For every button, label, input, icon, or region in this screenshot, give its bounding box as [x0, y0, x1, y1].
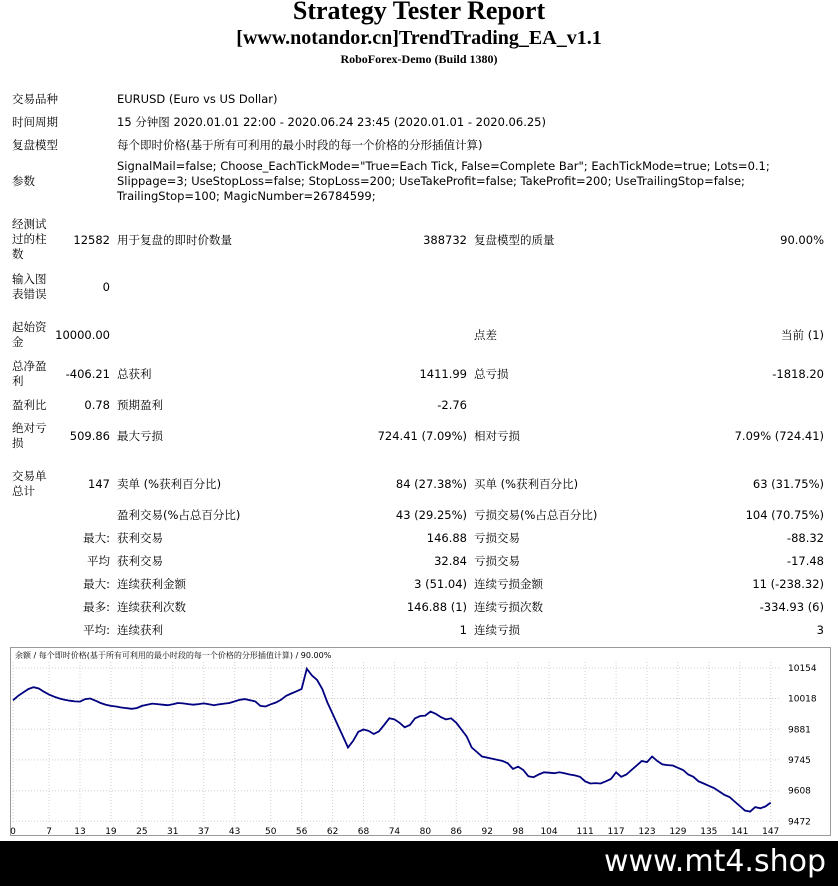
total-trades-label: 交易单总计: [12, 469, 47, 498]
spread-value: 当前 (1): [781, 328, 824, 342]
largest-loss-value: -88.32: [786, 531, 824, 545]
profit-factor-label: 盈利比: [12, 398, 47, 412]
max-cons-wins-label: 连续获利金额: [117, 577, 186, 591]
average-profit-label: 获利交易: [117, 554, 163, 568]
y-tick-label: 10018: [788, 694, 817, 705]
rel-drawdown-label: 相对亏损: [474, 429, 520, 443]
long-positions-label: 买单 (%获利百分比): [474, 477, 579, 491]
y-tick-label: 9881: [788, 725, 811, 736]
bars-label: 经测试过的柱数: [12, 217, 47, 261]
max-drawdown-label: 最大亏损: [117, 429, 163, 443]
x-tick-label: 129: [669, 827, 687, 837]
avg-cons-losses-value: 3: [816, 623, 824, 637]
x-tick-label: 37: [197, 827, 210, 837]
abs-drawdown-value: 509.86: [69, 429, 110, 443]
maximal-cons-loss-label: 连续亏损次数: [474, 600, 543, 614]
symbol-label: 交易品种: [12, 92, 58, 106]
x-tick-label: 31: [167, 827, 179, 837]
avg-cons-losses-label: 连续亏损: [474, 623, 520, 637]
x-tick-label: 74: [388, 827, 401, 837]
largest-profit-label: 获利交易: [117, 531, 163, 545]
x-tick-label: 50: [264, 827, 277, 837]
expected-payoff-value: -2.76: [437, 398, 467, 412]
x-tick-label: 56: [295, 827, 308, 837]
x-tick-label: 13: [74, 827, 86, 837]
spread-label: 点差: [474, 328, 497, 342]
gross-profit-value: 1411.99: [419, 367, 467, 381]
period-label: 时间周期: [12, 115, 58, 129]
x-tick-label: 86: [450, 827, 463, 837]
gross-loss-label: 总亏损: [474, 367, 509, 381]
x-tick-label: 43: [228, 827, 241, 837]
largest-label: 最大:: [83, 531, 110, 545]
maximal-label: 最多:: [83, 600, 110, 614]
profit-trades-value: 43 (29.25%): [395, 508, 467, 522]
max-cons-wins-value: 3 (51.04): [414, 577, 467, 591]
watermark-bar: [0, 841, 838, 886]
quality-value: 90.00%: [780, 233, 824, 247]
report-title: Strategy Tester Report: [292, 0, 546, 25]
balance-chart-svg: [11, 648, 830, 835]
deposit-label: 起始资金: [12, 320, 47, 349]
x-tick-label: 111: [576, 827, 594, 837]
params-value: SignalMail=false; Choose_EachTickMode="True=Each Tick, False=Complete Bar"; EachTickMode=true; Lots=0.1; Slippage=3; UseStopLoss=false; StopLoss=200; UseTakeProfit=false; TakeProfit=200; UseTrailingStop=false; TrailingStop=100; MagicNumber=26784599;: [117, 159, 770, 203]
average-label: 平均: [87, 554, 110, 568]
average-consecutive-label: 平均:: [83, 623, 110, 637]
params-label: 参数: [12, 174, 35, 188]
x-tick-label: 141: [731, 827, 749, 837]
quality-label: 复盘模型的质量: [474, 233, 555, 247]
total-trades-value: 147: [88, 477, 110, 491]
short-positions-value: 84 (27.38%): [395, 477, 467, 491]
profit-trades-label: 盈利交易(%占总百分比): [117, 508, 241, 522]
model-label: 复盘模型: [12, 138, 58, 152]
x-tick-label: 147: [762, 827, 780, 837]
ticks-label: 用于复盘的即时价数量: [117, 233, 232, 247]
watermark-text: www.mt4.shop: [603, 844, 826, 879]
period-value: 15 分钟图 2020.01.01 22:00 - 2020.06.24 23:45 (2020.01.01 - 2020.06.25): [117, 115, 546, 129]
short-positions-label: 卖单 (%获利百分比): [117, 477, 222, 491]
model-value: 每个即时价格(基于所有可利用的最小时段的每一个价格的分形插值计算): [117, 138, 483, 152]
server-build: RoboForex-Demo (Build 1380): [340, 52, 498, 66]
loss-trades-value: 104 (70.75%): [745, 508, 824, 522]
y-tick-label: 9608: [788, 786, 811, 797]
abs-drawdown-label: 绝对亏损: [12, 421, 47, 450]
gross-loss-value: -1818.20: [772, 367, 824, 381]
x-tick-label: 25: [136, 827, 148, 837]
avg-cons-wins-value: 1: [459, 623, 467, 637]
max-consecutive-label: 最大:: [83, 577, 110, 591]
ticks-value: 388732: [423, 233, 467, 247]
y-tick-label: 10154: [788, 663, 817, 674]
x-tick-label: 68: [357, 827, 370, 837]
deposit-value: 10000.00: [55, 328, 110, 342]
average-loss-label: 亏损交易: [474, 554, 520, 568]
maximal-cons-profit-label: 连续获利次数: [117, 600, 186, 614]
mismatch-label: 输入图表错误: [12, 272, 47, 301]
expected-payoff-label: 预期盈利: [117, 398, 163, 412]
x-tick-label: 62: [326, 827, 339, 837]
largest-loss-label: 亏损交易: [474, 531, 520, 545]
average-profit-value: 32.84: [434, 554, 467, 568]
average-loss-value: -17.48: [786, 554, 824, 568]
gross-profit-label: 总获利: [117, 367, 152, 381]
net-profit-value: -406.21: [65, 367, 110, 381]
balance-chart: [10, 647, 831, 836]
x-tick-label: 104: [540, 827, 558, 837]
long-positions-value: 63 (31.75%): [752, 477, 824, 491]
max-cons-losses-label: 连续亏损金额: [474, 577, 543, 591]
x-tick-label: 123: [638, 827, 656, 837]
max-drawdown-value: 724.41 (7.09%): [377, 429, 467, 443]
expert-name: [www.notandor.cn]TrendTrading_EA_v1.1: [236, 27, 602, 49]
x-tick-label: 19: [105, 827, 117, 837]
x-tick-label: 80: [419, 827, 432, 837]
x-tick-label: 0: [10, 827, 16, 837]
chart-background: [11, 648, 830, 835]
net-profit-label: 总净盈利: [12, 359, 47, 388]
chart-title: 余额 / 每个即时价格(基于所有可利用的最小时段的每一个价格的分形插值计算) / 90.00%: [15, 651, 332, 660]
max-cons-losses-value: 11 (-238.32): [752, 577, 824, 591]
mismatch-value: 0: [102, 280, 110, 294]
x-tick-label: 7: [46, 827, 52, 837]
x-tick-label: 135: [700, 827, 718, 837]
symbol-value: EURUSD (Euro vs US Dollar): [117, 92, 278, 106]
loss-trades-label: 亏损交易(%占总百分比): [474, 508, 598, 522]
profit-factor-value: 0.78: [84, 398, 110, 412]
bars-value: 12582: [73, 233, 110, 247]
y-tick-label: 9745: [788, 755, 811, 766]
largest-profit-value: 146.88: [426, 531, 467, 545]
maximal-cons-loss-value: -334.93 (6): [759, 600, 824, 614]
x-tick-label: 117: [607, 827, 625, 837]
x-tick-label: 92: [481, 827, 493, 837]
avg-cons-wins-label: 连续获利: [117, 623, 163, 637]
maximal-cons-profit-value: 146.88 (1): [406, 600, 467, 614]
x-tick-label: 98: [512, 827, 524, 837]
y-tick-label: 9472: [788, 817, 811, 828]
rel-drawdown-value: 7.09% (724.41): [734, 429, 824, 443]
